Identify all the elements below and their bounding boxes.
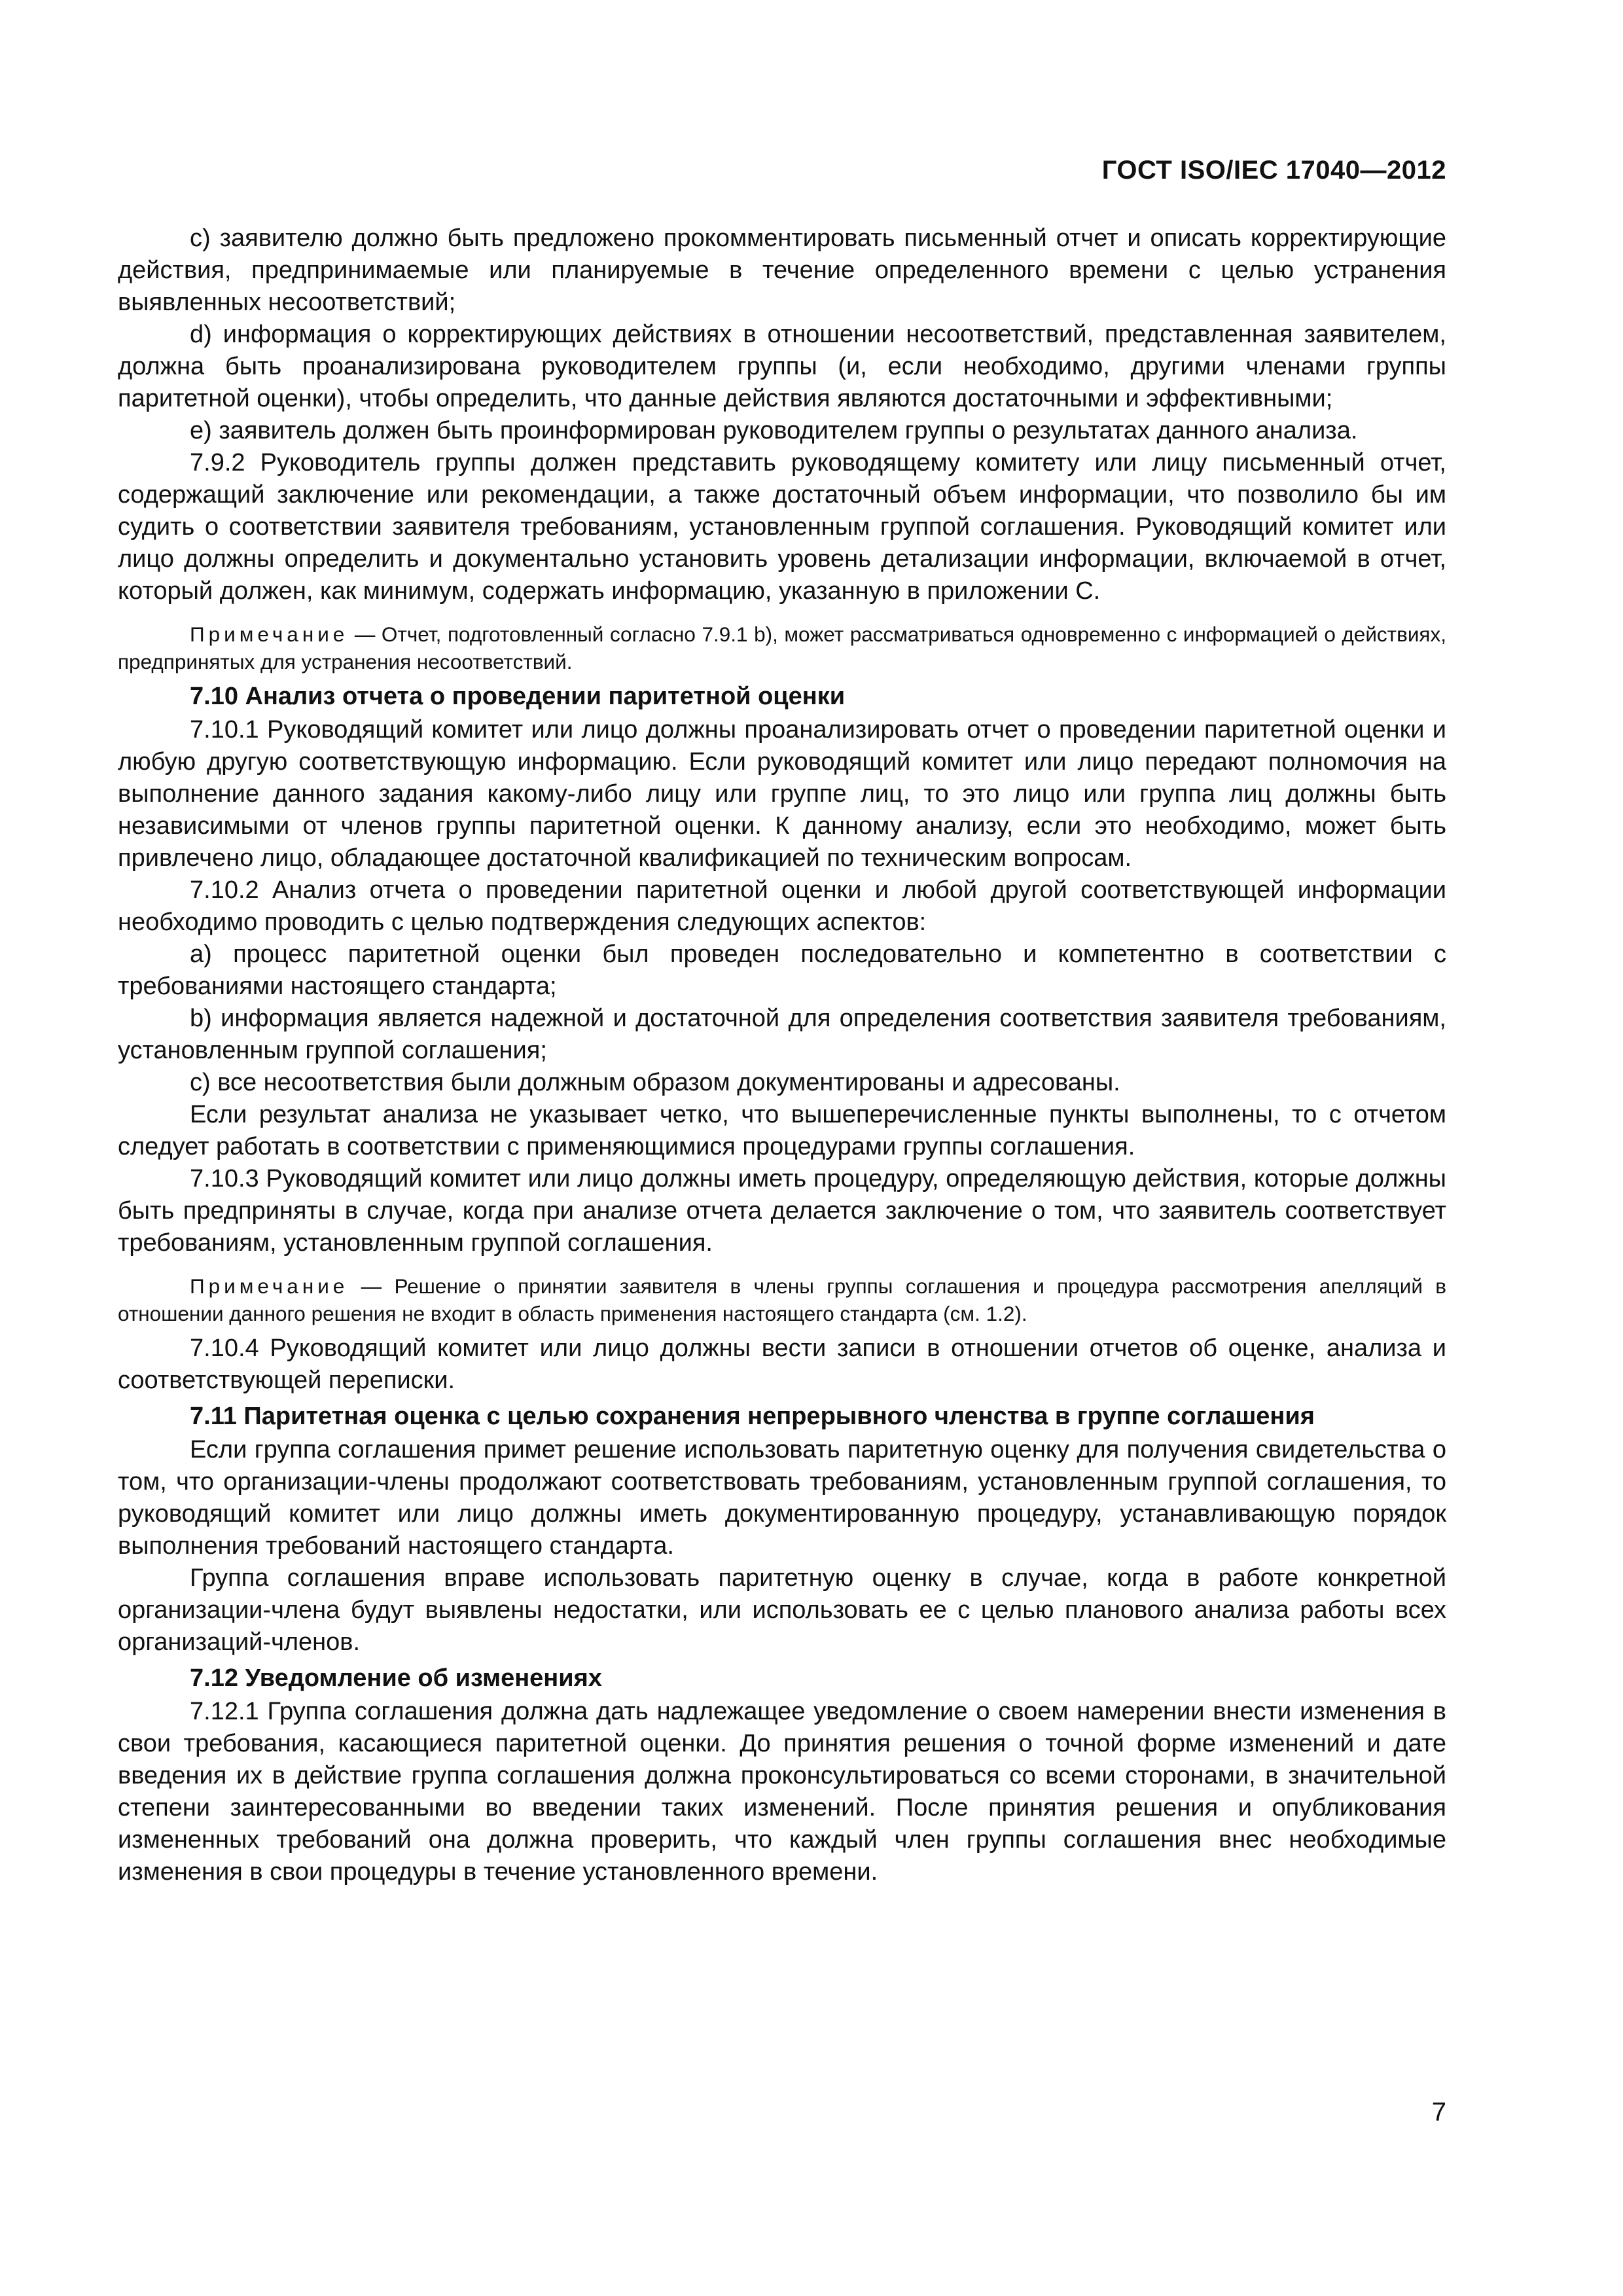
note-1: [118, 620, 1446, 675]
list-item-e: е) заявитель должен быть проинформирован руководителем группы о результатах данного анализа.: [190, 417, 1358, 444]
section-heading-7-11: 7.11 Паритетная оценка с целью сохранения непрерывного членства в группе соглашения: [190, 1403, 1315, 1430]
paragraph-7-11-b: Группа соглашения вправе использовать паритетную оценку в случае, когда в работе конкретной организации-члена будут выявлены недостатки, или использовать ее с целью планового анализа работы всех организаций-членов.: [118, 1564, 1446, 1656]
document-page: [118, 0, 1446, 2296]
paragraph-7-9-2: 7.9.2 Руководитель группы должен представить руководящему комитету или лицу письменный отчет, содержащий заключение или рекомендации, а также достаточный объем информации, что позволило бы им судить о соответствии заявителя требованиям, установленным группой соглашения. Руководящий комитет или лицо должны определить и документально установить уровень детализации информации, включаемой в отчет, который должен, как минимум, содержать информацию, указанную в приложении С.: [118, 449, 1446, 605]
note-label: Примечание: [190, 1274, 349, 1298]
note-2: [118, 1272, 1446, 1327]
paragraph-analysis-result: Если результат анализа не указывает четко, что вышеперечисленные пункты выполнены, то с отчетом следует работать в соответствии с применяющимися процедурами группы соглашения.: [118, 1101, 1446, 1160]
paragraph-7-11-a: Если группа соглашения примет решение использовать паритетную оценку для получения свидетельства о том, что организации-члены продолжают соответствовать требованиям, установленным группой соглашения, то руководящий комитет или лицо должны иметь документированную процедуру, устанавливающую порядок выполнения требований настоящего стандарта.: [118, 1436, 1446, 1560]
paragraph-7-10-1: 7.10.1 Руководящий комитет или лицо должны проанализировать отчет о проведении паритетной оценки и любую другую соответствующую информацию. Если руководящий комитет или лицо передают полномочия на выполнение данного задания какому-либо лицу или группе лиц, то это лицо или группа лиц должны быть независимыми от членов группы паритетной оценки. К данному анализу, если это необходимо, может быть привлечено лицо, обладающее достаточной квалификацией по техническим вопросам.: [118, 716, 1446, 872]
section-heading-7-12: 7.12 Уведомление об изменениях: [190, 1664, 602, 1692]
section-heading-7-10: 7.10 Анализ отчета о проведении паритетной оценки: [190, 683, 846, 710]
standard-code-header: ГОСТ ISO/IEC 17040—2012: [1101, 156, 1446, 185]
page-number: 7: [1431, 2098, 1446, 2126]
list-item-a: а) процесс паритетной оценки был проведен последовательно и компетентно в соответствии с требованиями настоящего стандарта;: [118, 941, 1446, 1000]
paragraph-7-12-1: 7.12.1 Группа соглашения должна дать надлежащее уведомление о своем намерении внести изменения в свои требования, касающиеся паритетной оценки. До принятия решения о точной форме изменений и дате введения их в действие группа соглашения должна проконсультироваться со всеми сторонами, в значительной степени заинтересованными во введении таких изменений. После принятия решения и опубликования измененных требований она должна проверить, что каждый член группы соглашения внес необходимые изменения в свои процедуры в течение установленного времени.: [118, 1698, 1446, 1886]
list-item-d: d) информация о корректирующих действиях в отношении несоответствий, представленная заявителем, должна быть проанализирована руководителем группы (и, если необходимо, другими членами группы паритетной оценки), чтобы определить, что данные действия являются достаточными и эффективными;: [118, 321, 1446, 412]
list-item-b: b) информация является надежной и достаточной для определения соответствия заявителя требованиям, установленным группой соглашения;: [118, 1005, 1446, 1064]
note-label: Примечание: [190, 622, 349, 646]
note-text: — Отчет, подготовленный согласно 7.9.1 b), может рассматриваться одновременно с информацией о действиях, предпринятых для устранения несоответствий.: [118, 622, 1446, 673]
note-text: — Решение о принятии заявителя в члены группы соглашения и процедура рассмотрения апелляций в отношении данного решения не входит в область применения настоящего стандарта (см. 1.2).: [118, 1274, 1446, 1325]
list-item-c-2: с) все несоответствия были должным образом документированы и адресованы.: [190, 1069, 1120, 1096]
list-item-c: с) заявителю должно быть предложено прокомментировать письменный отчет и описать корректирующие действия, предпринимаемые или планируемые в течение определенного времени с целью устранения выявленных несоответствий;: [118, 224, 1446, 316]
paragraph-7-10-3: 7.10.3 Руководящий комитет или лицо должны иметь процедуру, определяющую действия, которые должны быть предприняты в случае, когда при анализе отчета делается заключение о том, что заявитель соответствует требованиям, установленным группой соглашения.: [118, 1165, 1446, 1257]
paragraph-7-10-2: 7.10.2 Анализ отчета о проведении паритетной оценки и любой другой соответствующей информации необходимо проводить с целью подтверждения следующих аспектов:: [118, 876, 1446, 936]
paragraph-7-10-4: 7.10.4 Руководящий комитет или лицо должны вести записи в отношении отчетов об оценке, анализа и соответствующей переписки.: [118, 1335, 1446, 1394]
document-body: [118, 223, 1446, 1888]
